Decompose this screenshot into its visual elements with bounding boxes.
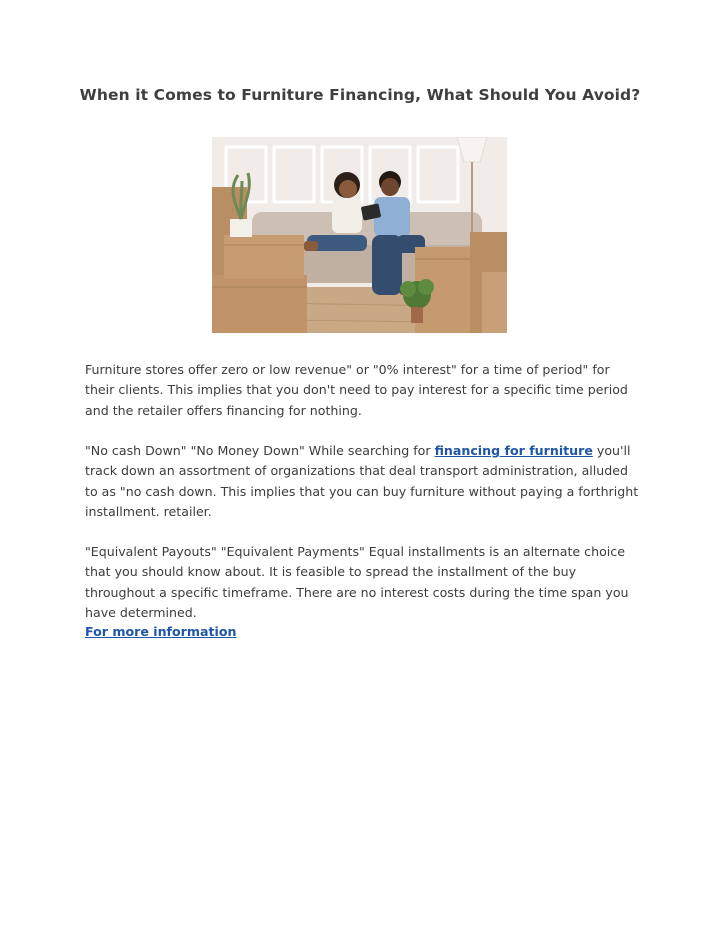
financing-for-furniture-link[interactable]: financing for furniture xyxy=(434,443,593,458)
more-info-container xyxy=(85,624,236,639)
page-title: When it Comes to Furniture Financing, What Should You Avoid? xyxy=(79,86,641,104)
more-information-link[interactable]: For more information xyxy=(85,624,237,639)
paragraph-zero-interest: Furniture stores offer zero or low revenue" or "0% interest" for a time of period" for their clients. This implies that you don't need to pay interest for a specific time period and the retailer offers financing for nothing. xyxy=(85,362,628,418)
paragraph-text: "No cash Down" "No Money Down" While searching for xyxy=(85,443,435,458)
paragraph-equal-payments: "Equivalent Payouts" "Equivalent Payments" Equal installments is an alternate choice that you should know about. It is feasible to spread the installment of the buy throughout a specific timeframe. There are no interest costs during the time span you have determined. xyxy=(85,544,629,620)
paragraph-text: you'll track down an assortment of organizations that deal transport administration, alluded to as "no cash down. This implies that you can buy furniture without paying a forthright installment. retailer. xyxy=(85,443,639,519)
article-photo xyxy=(212,137,507,333)
paragraph-no-cash-down xyxy=(85,441,640,522)
